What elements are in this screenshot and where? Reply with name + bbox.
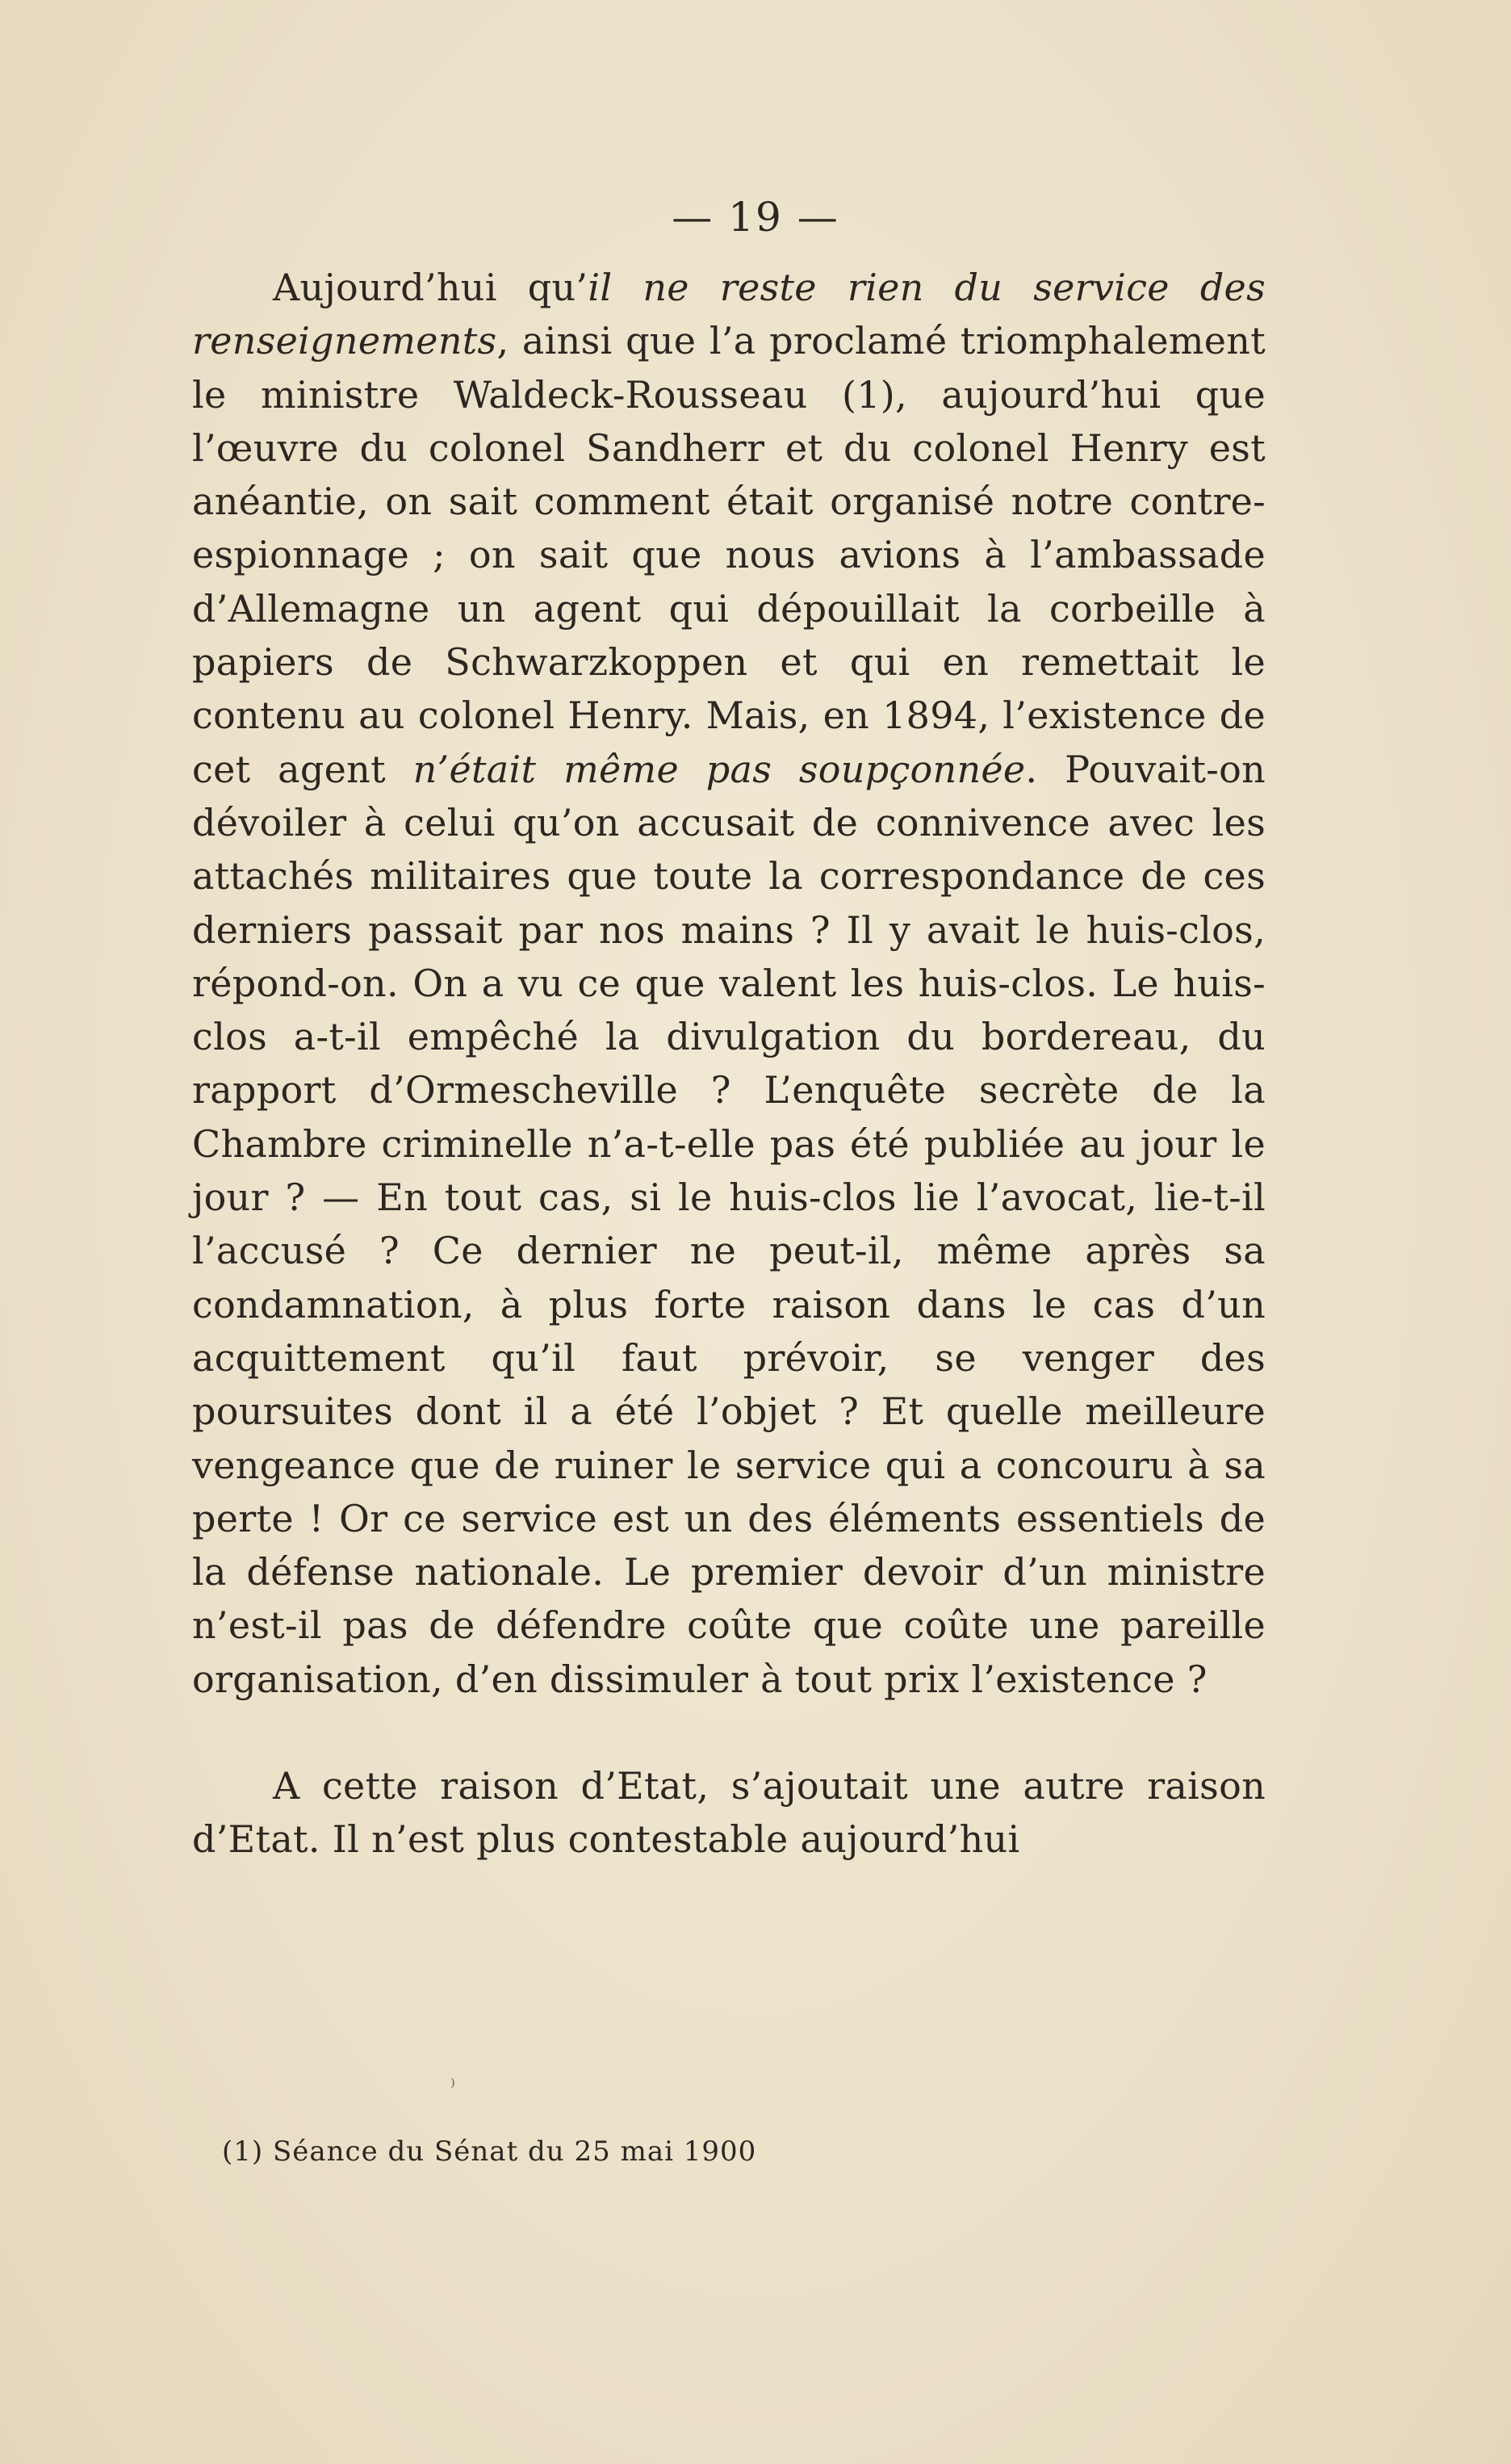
- footnote-separator: ⁾: [450, 2075, 455, 2097]
- paragraph-2: A cette raison d’Etat, s’ajoutait une autre raison d’Etat. Il n’est plus contestable aujourd’hui: [192, 1764, 1266, 1862]
- body-text: [192, 261, 1266, 1867]
- footnote: (1) Séance du Sénat du 25 mai 1900: [222, 2135, 757, 2168]
- paragraph-1-text-b: , ainsi que l’a proclamé triomphalement le ministre Waldeck-Rousseau: [192, 319, 1266, 417]
- paragraph-1-text-d: . Pouvait-on dévoiler à celui qu’on accusait de connivence avec les attachés militaires que toute la correspondance de ces derniers passait par nos mains ? Il y avait le huis-clos, répond-on. On a vu ce que valent les huis-clos. Le huis-clos a-t-il empêché la divulgation du bordereau, du rapport d’Ormescheville ? L’enquête secrète de la Chambre criminelle n’a-t-elle pas été publiée au jour le jour ? — En tout cas, si le huis-clos lie l’avocat, lie-t-il l’accusé ? Ce dernier ne peut-il, même après sa condamnation, à plus forte raison dans le cas d’un acquittement qu’il faut prévoir, se venger des poursuites dont il a été l’objet ? Et quelle meilleure vengeance que de ruiner le service qui a concouru à sa perte ! Or ce service est un des éléments essentiels de la défense nationale. Le premier devoir d’un ministre n’est-il pas de défendre coûte que coûte une pareille organisation, d’en dissimuler à tout prix l’existence ?: [192, 747, 1266, 1701]
- paragraph-1-italic-a: il ne reste rien du service des renseignements: [192, 266, 1266, 363]
- paragraph-1-text-c: , aujourd’hui que l’œuvre du colonel Sandherr et du colonel Henry est anéantie, on sait comment était organisé notre contre-espionnage ; on sait que nous avions à l’ambassade d’Allemagne un agent qui dépouillait la corbeille à papiers de Schwarzkoppen et qui en remettait le contenu au colonel Henry. Mais, en 1894, l’existence de cet agent: [192, 372, 1266, 791]
- footnote-reference: (1): [841, 372, 896, 417]
- paragraph-1-italic-b: n’était même pas soupçonnée: [412, 747, 1026, 791]
- paragraph-1-text-a: Aujourd’hui qu’: [273, 266, 588, 309]
- page-number: — 19 —: [672, 194, 839, 241]
- paragraph-1: [192, 261, 1266, 1706]
